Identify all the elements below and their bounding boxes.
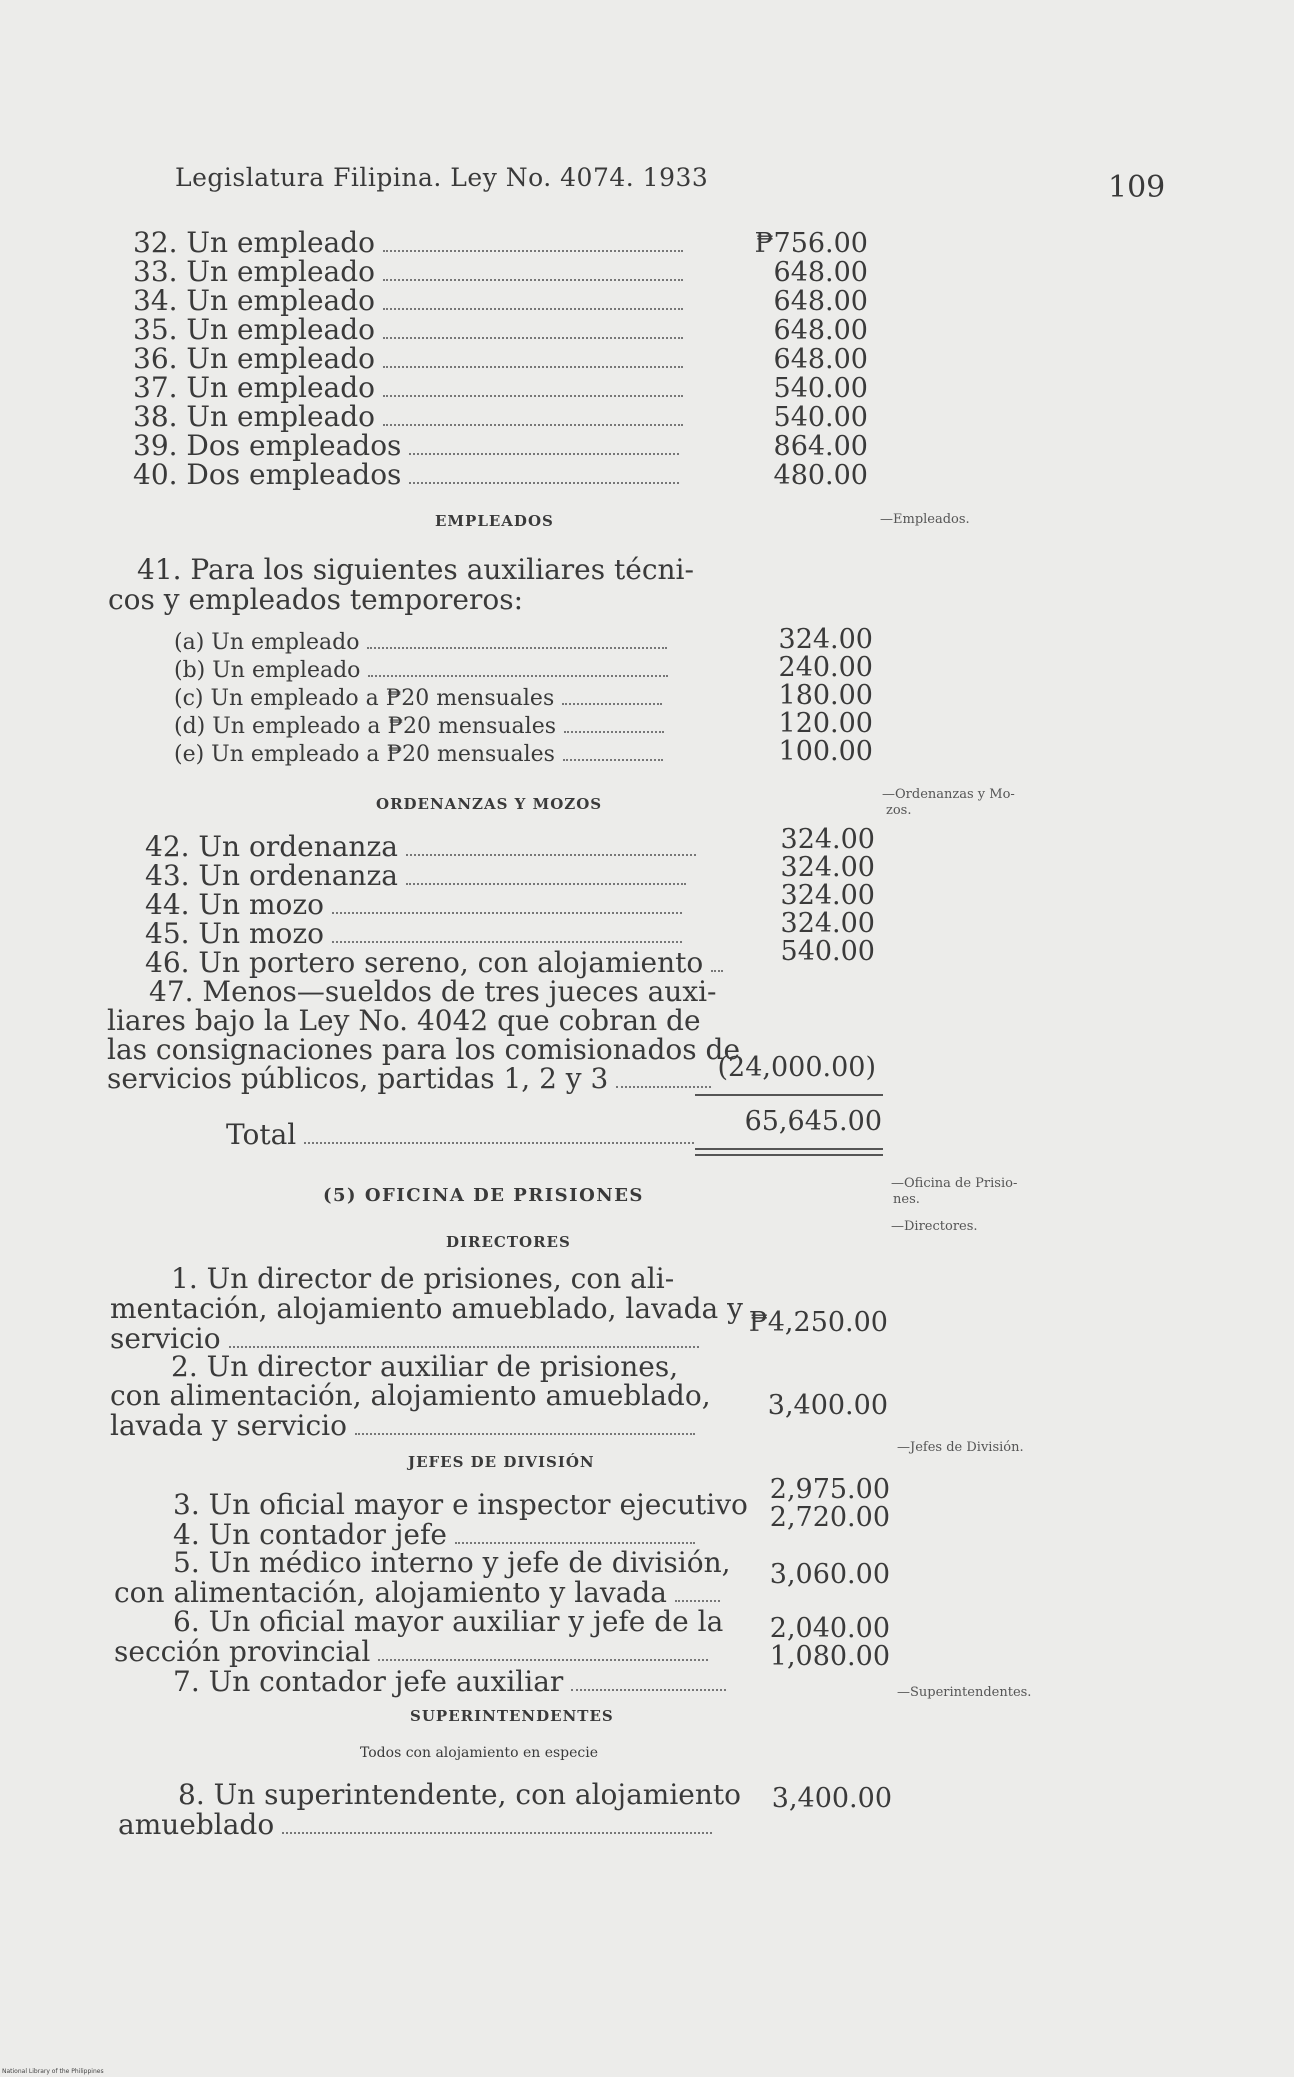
amount: 2,975.00 bbox=[769, 1474, 890, 1505]
item-8-line1: 8. Un superintendente, con alojamiento bbox=[178, 1778, 741, 1811]
sum-rule bbox=[695, 1094, 883, 1096]
amount: 240.00 bbox=[778, 652, 873, 683]
list-item: 33. Un empleado bbox=[133, 257, 683, 287]
amount: 648.00 bbox=[773, 257, 868, 288]
amount: 648.00 bbox=[773, 315, 868, 346]
amount: 324.00 bbox=[780, 880, 875, 911]
amount: 100.00 bbox=[778, 736, 873, 767]
section-heading-prisiones: (5) OFICINA DE PRISIONES bbox=[323, 1185, 644, 1206]
list-item: (b) Un empleado bbox=[174, 656, 668, 686]
list-item: 34. Un empleado bbox=[133, 286, 683, 316]
margin-note-prisiones-cont: nes. bbox=[893, 1192, 920, 1207]
amount: 864.00 bbox=[773, 431, 868, 462]
amount: 540.00 bbox=[780, 936, 875, 967]
double-rule-bottom bbox=[695, 1154, 883, 1156]
list-item: 37. Un empleado bbox=[133, 373, 683, 403]
amount: 540.00 bbox=[773, 373, 868, 404]
amount: 648.00 bbox=[773, 344, 868, 375]
item-47-line1: 47. Menos—sueldos de tres jueces auxi- bbox=[149, 975, 717, 1008]
total-amount: 65,645.00 bbox=[744, 1106, 882, 1137]
margin-note-superintendentes: —Superintendentes. bbox=[897, 1685, 1032, 1700]
item-5-line2: con alimentación, alojamiento y lavada bbox=[114, 1578, 720, 1608]
running-title: Legislatura Filipina. Ley No. 4074. 1933 bbox=[175, 163, 709, 192]
amount: 480.00 bbox=[773, 460, 868, 491]
list-item: 35. Un empleado bbox=[133, 315, 683, 345]
margin-note-ordenanzas: —Ordenanzas y Mo- bbox=[882, 787, 1015, 802]
amount: 2,720.00 bbox=[769, 1502, 890, 1533]
item-41-line1: 41. Para los siguientes auxiliares técni- bbox=[137, 553, 694, 586]
item-6-line1: 6. Un oficial mayor auxiliar y jefe de la bbox=[173, 1605, 724, 1638]
list-item: (d) Un empleado a ₱20 mensuales bbox=[174, 712, 664, 742]
item-1-line3: servicio bbox=[110, 1324, 699, 1354]
margin-note-prisiones: —Oficina de Prisio- bbox=[891, 1176, 1018, 1191]
list-item: 42. Un ordenanza bbox=[145, 832, 696, 862]
item-47-line3: las consignaciones para los comisionados de bbox=[107, 1033, 741, 1066]
item-2-line1: 2. Un director auxiliar de prisiones, bbox=[171, 1350, 679, 1383]
amount: 324.00 bbox=[778, 624, 873, 655]
item-1-line2: mentación, alojamiento amueblado, lavada y bbox=[110, 1292, 743, 1325]
list-item: (e) Un empleado a ₱20 mensuales bbox=[174, 740, 663, 770]
amount: 648.00 bbox=[773, 286, 868, 317]
amount: 3,400.00 bbox=[767, 1390, 888, 1421]
amount: 540.00 bbox=[773, 402, 868, 433]
item-2-line3: lavada y servicio bbox=[110, 1411, 695, 1441]
list-item: (c) Un empleado a ₱20 mensuales bbox=[174, 684, 662, 714]
amount: 324.00 bbox=[780, 824, 875, 855]
margin-note-empleados: —Empleados. bbox=[880, 512, 970, 527]
amount: 180.00 bbox=[778, 680, 873, 711]
amount: ₱756.00 bbox=[754, 228, 868, 259]
double-rule-top bbox=[695, 1148, 883, 1150]
heading-jefes: JEFES DE DIVISIÓN bbox=[408, 1453, 595, 1471]
section-heading-empleados: EMPLEADOS bbox=[435, 512, 554, 530]
amount: 1,080.00 bbox=[769, 1641, 890, 1672]
item-47-line4: servicios públicos, partidas 1, 2 y 3 bbox=[107, 1064, 711, 1094]
list-item: 45. Un mozo bbox=[145, 919, 682, 949]
item-4: 4. Un contador jefe bbox=[173, 1520, 695, 1550]
amount: 120.00 bbox=[778, 708, 873, 739]
item-1-line1: 1. Un director de prisiones, con ali- bbox=[171, 1262, 675, 1295]
list-item: 32. Un empleado bbox=[133, 228, 683, 258]
amount: 2,040.00 bbox=[769, 1613, 890, 1644]
superintendentes-subheading: Todos con alojamiento en especie bbox=[360, 1745, 599, 1761]
list-item: 36. Un empleado bbox=[133, 344, 683, 374]
list-item: 40. Dos empleados bbox=[133, 460, 679, 490]
margin-note-directores: —Directores. bbox=[891, 1219, 978, 1234]
item-47-line2: liares bajo la Ley No. 4042 que cobran de bbox=[107, 1004, 701, 1037]
heading-superintendentes: SUPERINTENDENTES bbox=[410, 1707, 614, 1725]
margin-note-ordenanzas-cont: zos. bbox=[886, 803, 912, 818]
amount: 324.00 bbox=[780, 852, 875, 883]
item-7: 7. Un contador jefe auxiliar bbox=[173, 1667, 726, 1697]
list-item: 39. Dos empleados bbox=[133, 431, 679, 461]
item-2-line2: con alimentación, alojamiento amueblado, bbox=[110, 1379, 711, 1412]
list-item: 44. Un mozo bbox=[145, 890, 682, 920]
total-label: Total bbox=[226, 1120, 694, 1150]
margin-note-jefes: —Jefes de División. bbox=[897, 1440, 1024, 1455]
item-6-line2: sección provincial bbox=[114, 1637, 708, 1667]
list-item: 43. Un ordenanza bbox=[145, 861, 686, 891]
item-41-line2: cos y empleados temporeros: bbox=[108, 583, 523, 616]
amount: 3,400.00 bbox=[771, 1783, 892, 1814]
amount: (24,000.00) bbox=[717, 1052, 876, 1083]
item-5-line1: 5. Un médico interno y jefe de división, bbox=[173, 1546, 731, 1579]
amount: 324.00 bbox=[780, 908, 875, 939]
footer-credit: National Library of the Philippines bbox=[2, 2068, 104, 2075]
amount: 3,060.00 bbox=[769, 1559, 890, 1590]
list-item: 38. Un empleado bbox=[133, 402, 683, 432]
list-item: (a) Un empleado bbox=[174, 628, 667, 658]
section-heading-ordenanzas: ORDENANZAS Y MOZOS bbox=[376, 795, 603, 813]
list-item: 46. Un portero sereno, con alojamiento bbox=[145, 948, 723, 978]
heading-directores: DIRECTORES bbox=[446, 1233, 571, 1251]
amount: ₱4,250.00 bbox=[748, 1307, 888, 1338]
item-3: 3. Un oficial mayor e inspector ejecutivo bbox=[173, 1488, 748, 1521]
item-8-line2: amueblado bbox=[118, 1810, 712, 1840]
page-number: 109 bbox=[1108, 170, 1166, 205]
